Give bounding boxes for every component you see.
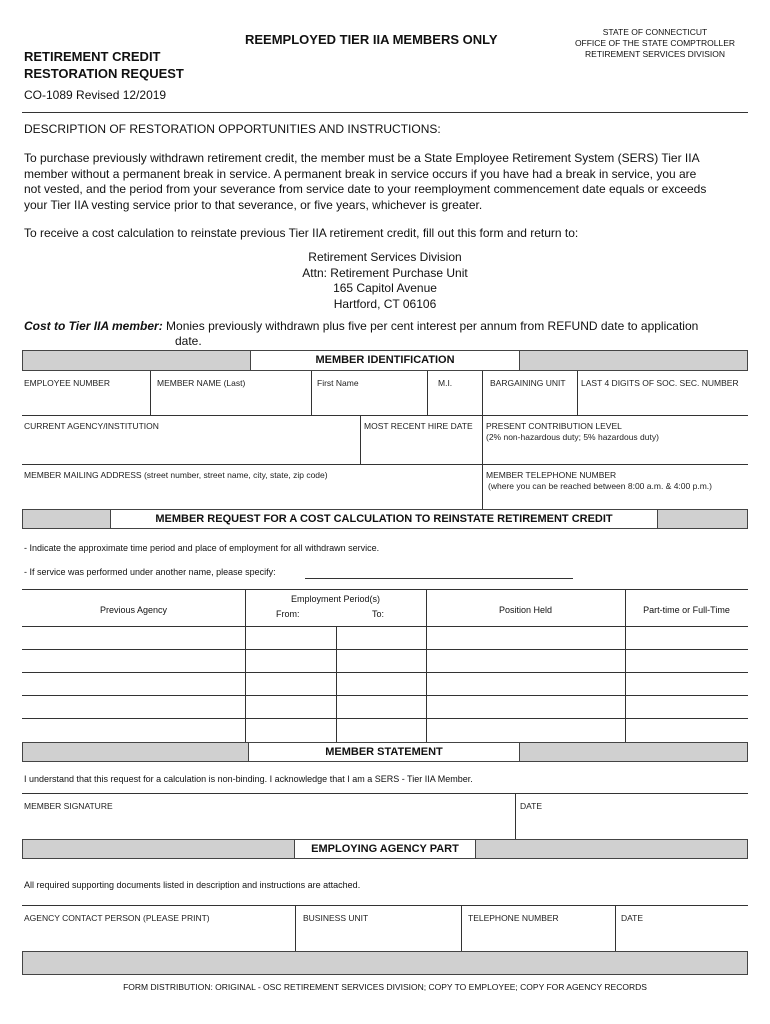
grid-line [360, 415, 361, 464]
cost-text-continued: date. [175, 334, 202, 348]
member-id-heading: MEMBER IDENTIFICATION [250, 350, 520, 371]
current-agency-field[interactable]: CURRENT AGENCY/INSTITUTION [24, 421, 159, 431]
grid-line [615, 905, 616, 952]
grid-line [245, 589, 246, 743]
cost-request-heading: MEMBER REQUEST FOR A COST CALCULATION TO REINSTATE RETIREMENT CREDIT [110, 509, 658, 529]
col-employment-period: Employment Period(s) [290, 594, 381, 604]
telephone-field[interactable] [486, 470, 712, 492]
agency-block [560, 27, 750, 60]
address-line: 165 Capitol Avenue [333, 281, 437, 295]
grid-line [295, 905, 296, 952]
middle-initial-field[interactable]: M.I. [438, 378, 453, 388]
grid-line [150, 371, 151, 415]
other-name-input-line[interactable] [305, 578, 573, 579]
statement-heading: MEMBER STATEMENT [248, 742, 520, 762]
member-last-name-field[interactable]: MEMBER NAME (Last) [157, 378, 246, 388]
form-title-line2: RESTORATION REQUEST [24, 66, 184, 81]
description-line: not vested, and the period from your severance from service date to your reemployment commencement date equals or exceeds [24, 182, 707, 196]
description-paragraph [24, 151, 750, 213]
bottom-band [22, 951, 748, 975]
first-name-field[interactable]: First Name [317, 378, 359, 388]
agency-part-text: All required supporting documents listed in description and instructions are attached. [24, 880, 361, 890]
business-unit-field[interactable]: BUSINESS UNIT [303, 913, 369, 923]
description-line: your Tier IIA vesting service prior to that severance, or five years, whichever is greater. [24, 197, 483, 212]
form-number: CO-1089 Revised 12/2019 [24, 88, 167, 102]
col-part-full-time: Part-time or Full-Time [643, 605, 730, 615]
form-banner: REEMPLOYED TIER IIA MEMBERS ONLY [245, 32, 498, 47]
grid-line [22, 649, 748, 650]
address-line: Retirement Services Division [308, 250, 462, 264]
statement-text: I understand that this request for a calculation is non-binding. I acknowledge that I am a SERS - Tier IIA Member. [24, 774, 473, 784]
employee-number-field[interactable]: EMPLOYEE NUMBER [24, 378, 110, 388]
cost-text: Monies previously withdrawn plus five per cent interest per annum from REFUND date to application [166, 319, 699, 333]
address-line: Hartford, CT 06106 [333, 296, 437, 311]
contribution-level-field[interactable] [486, 421, 659, 443]
grid-line [22, 626, 748, 627]
form-distribution: FORM DISTRIBUTION: ORIGINAL - OSC RETIREMENT SERVICES DIVISION; COPY TO EMPLOYEE; COPY FOR AGENCY RECORDS [123, 982, 647, 992]
instruction-withdrawn-service: - Indicate the approximate time period and place of employment for all withdrawn service. [24, 543, 380, 553]
instruction-other-name-label: - If service was performed under another name, please specify: [24, 567, 276, 577]
description-heading: DESCRIPTION OF RESTORATION OPPORTUNITIES AND INSTRUCTIONS: [24, 122, 441, 136]
description-line: member without a permanent break in service. A permanent break in service occurs if you have had a break in service, you are [24, 166, 697, 181]
contribution-level-label: PRESENT CONTRIBUTION LEVEL [486, 421, 622, 431]
cost-statement [24, 319, 754, 335]
col-position-held: Position Held [498, 605, 553, 615]
header-divider [22, 112, 748, 113]
col-previous-agency: Previous Agency [99, 605, 168, 615]
col-to: To: [372, 609, 385, 619]
address-line: Attn: Retirement Purchase Unit [302, 265, 468, 280]
grid-line [311, 371, 312, 415]
contribution-level-note: (2% non-hazardous duty; 5% hazardous duty) [486, 432, 659, 442]
grid-line [22, 695, 748, 696]
grid-line [482, 371, 483, 510]
instruction-other-name [24, 567, 276, 577]
hire-date-field[interactable]: MOST RECENT HIRE DATE [364, 421, 473, 431]
grid-line [22, 718, 748, 719]
grid-line [336, 626, 337, 743]
agency-date-field[interactable]: DATE [621, 913, 644, 923]
telephone-note: (where you can be reached between 8:00 a.m. & 4:00 p.m.) [488, 481, 712, 491]
agency-line-division: RETIREMENT SERVICES DIVISION [585, 49, 725, 59]
form-title-line1: RETIREMENT CREDIT [24, 49, 161, 64]
grid-line [427, 371, 428, 415]
grid-line [577, 371, 578, 415]
grid-line [22, 415, 748, 416]
grid-line [22, 793, 748, 794]
agency-line-office: OFFICE OF THE STATE COMPTROLLER [574, 38, 736, 48]
agency-telephone-field[interactable]: TELEPHONE NUMBER [468, 913, 559, 923]
grid-line [22, 589, 748, 590]
agency-line-state: STATE OF CONNECTICUT [602, 27, 708, 37]
return-address [270, 250, 500, 312]
telephone-label: MEMBER TELEPHONE NUMBER [486, 470, 617, 480]
member-signature-field[interactable]: MEMBER SIGNATURE [24, 801, 113, 811]
description-line: To purchase previously withdrawn retirement credit, the member must be a State Employee Retirement System (SERS) Tier IIA [24, 151, 700, 165]
agency-part-heading: EMPLOYING AGENCY PART [294, 839, 476, 859]
grid-line [22, 464, 748, 465]
agency-contact-field[interactable]: AGENCY CONTACT PERSON (PLEASE PRINT) [24, 913, 210, 923]
grid-line [22, 905, 748, 906]
statement-date-field[interactable]: DATE [520, 801, 543, 811]
mailing-address-field[interactable]: MEMBER MAILING ADDRESS (street number, street name, city, state, zip code) [24, 470, 328, 480]
grid-line [515, 793, 516, 839]
grid-line [461, 905, 462, 952]
col-from: From: [276, 609, 300, 619]
instructions-paragraph: To receive a cost calculation to reinstate previous Tier IIA retirement credit, fill out this form and return to: [24, 226, 579, 240]
bargaining-unit-field[interactable]: BARGAINING UNIT [490, 378, 566, 388]
grid-line [22, 672, 748, 673]
cost-label: Cost to Tier IIA member: [24, 319, 163, 333]
ssn-last4-field[interactable]: LAST 4 DIGITS OF SOC. SEC. NUMBER [581, 378, 739, 388]
